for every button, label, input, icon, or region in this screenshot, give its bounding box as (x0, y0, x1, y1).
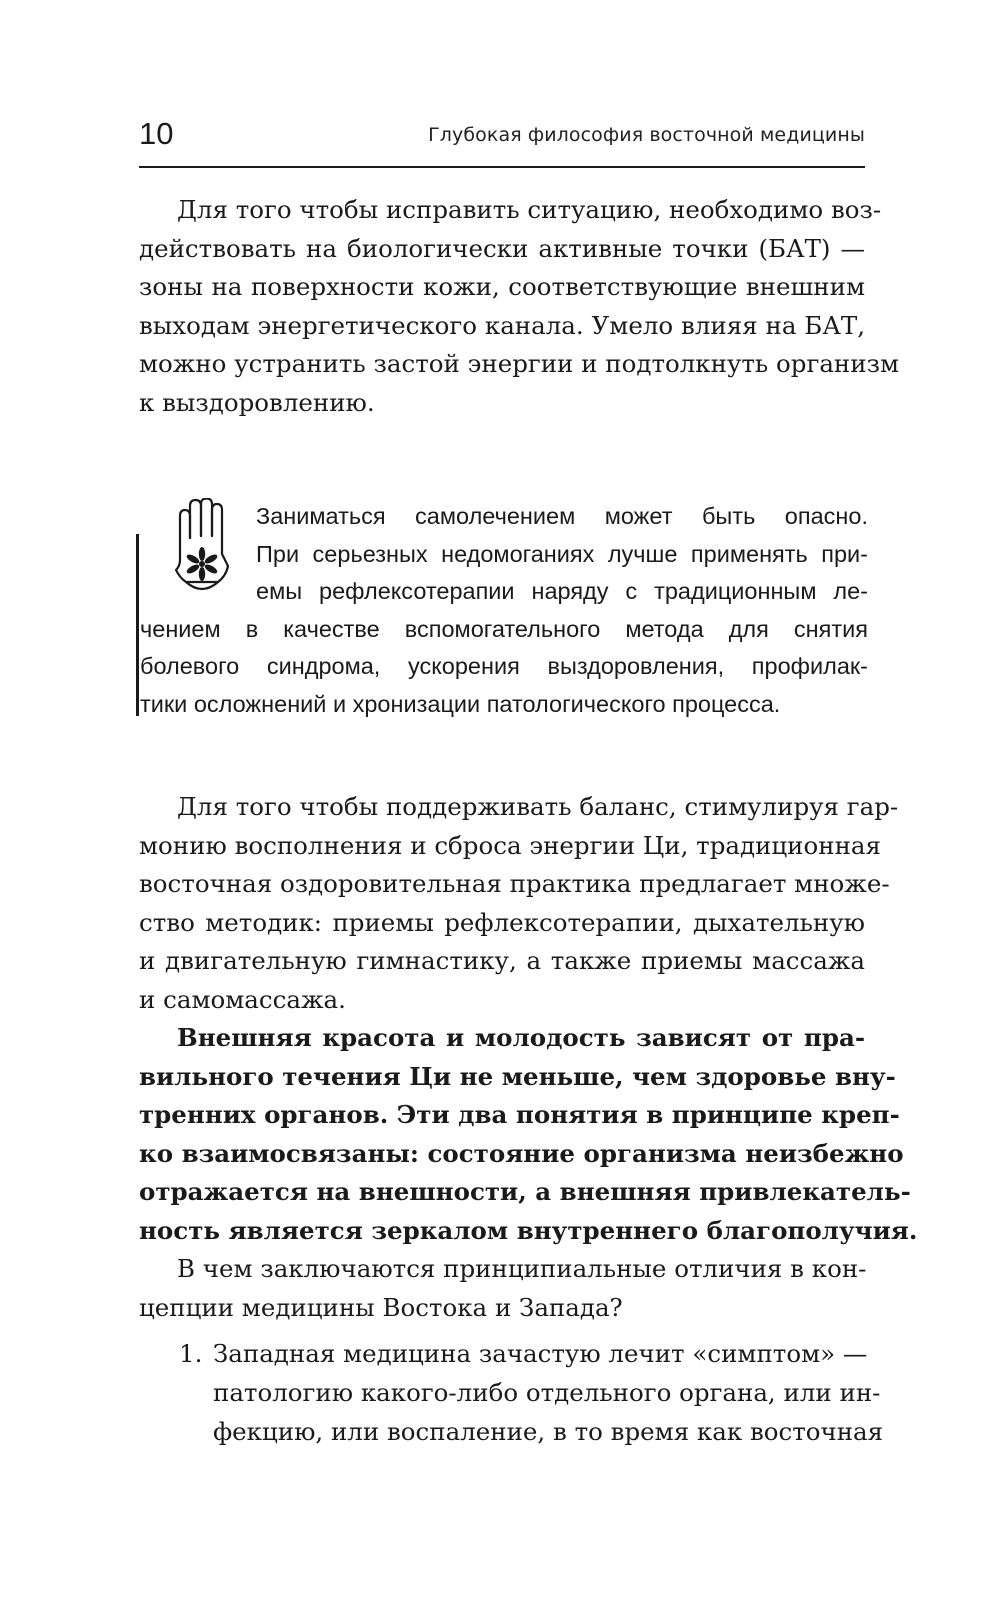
text-line: чением в качестве вспомогательного метода для снятия (140, 615, 868, 642)
text-line: цепции медицины Востока и Запада? (139, 1292, 623, 1322)
text-line: Внешняя красота и молодость зависят от пра- (177, 1023, 865, 1052)
header-rule (139, 166, 865, 168)
text-line: ство методик: приемы рефлексотерапии, дыхательную (139, 907, 865, 937)
text-line: тики осложнений и хронизации патологического процесса. (140, 690, 781, 717)
text-line: вильного течения Ци не меньше, чем здоровье вну- (139, 1061, 896, 1091)
text-line: фекцию, или воспаление, в то время как восточная (213, 1417, 884, 1446)
note-text (136, 498, 868, 724)
text-line: Для того чтобы исправить ситуацию, необходимо воз- (177, 195, 882, 224)
paragraph-1 (139, 191, 900, 422)
text-line: отражается на внешности, а внешняя привлекатель- (139, 1177, 911, 1206)
text-line: монию восполнения и сброса энергии Ци, традиционная (139, 830, 881, 860)
list-item-text (213, 1334, 884, 1451)
warning-note (136, 498, 868, 720)
text-line: и самомассажа. (139, 984, 346, 1014)
page-header (139, 112, 865, 168)
paragraph-3-bold (139, 1019, 918, 1250)
text-line: восточная оздоровительная практика предлагает множе- (139, 869, 890, 898)
text-line: болевого синдрома, ускорения выздоровления, профилак- (140, 653, 868, 680)
text-line: При серьезных недомоганиях лучше применять при- (256, 540, 868, 567)
page-number: 10 (139, 116, 174, 151)
text-line: выходам энергетического канала. Умело влияя на БАТ, (139, 310, 865, 340)
running-title: Глубокая философия восточной медицины (428, 124, 865, 146)
text-line: к выздоровлению. (139, 387, 375, 417)
text-line: В чем заключаются принципиальные отличия в кон- (177, 1254, 867, 1283)
text-line: емы рефлексотерапии наряду с традиционным ле- (256, 578, 868, 605)
text-line: действовать на биологически активные точки (БАТ) — (139, 233, 865, 263)
text-line: Заниматься самолечением может быть опасно. (256, 503, 868, 529)
text-line: ность является зеркалом внутреннего благополучия. (139, 1215, 918, 1245)
text-line: зоны на поверхности кожи, соответствующие внешним (139, 272, 865, 301)
text-line: Западная медицина зачастую лечит «симптом» — (213, 1339, 868, 1368)
text-line: можно устранить застой энергии и подтолкнуть организм (139, 349, 900, 378)
paragraph-4 (139, 1250, 865, 1327)
paragraph-2 (139, 788, 899, 1019)
list-item-number: 1. (179, 1339, 203, 1368)
text-line: тренних органов. Эти два понятия в принципе креп- (139, 1100, 900, 1129)
text-line: Для того чтобы поддерживать баланс, стимулируя гар- (177, 792, 899, 821)
text-line: и двигательную гимнастику, а также приемы массажа (139, 946, 865, 975)
text-line: патологию какого-либо отдельного органа, или ин- (213, 1378, 881, 1407)
text-line: ко взаимосвязаны: состояние организма неизбежно (139, 1138, 904, 1168)
